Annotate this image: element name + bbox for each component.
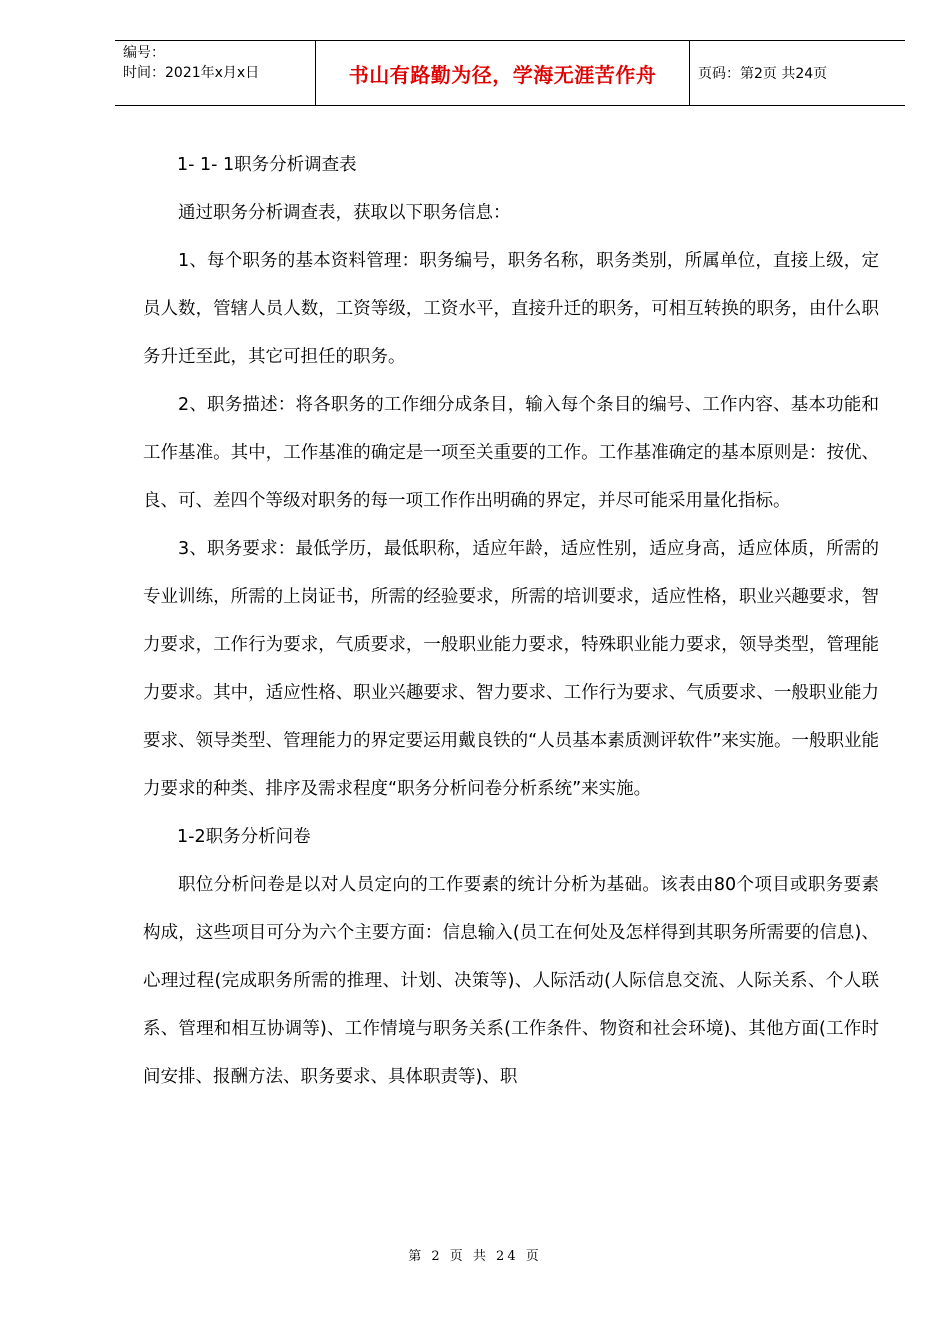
section-heading: 1- 1- 1职务分析调查表	[177, 155, 357, 175]
header-motto: 书山有路勤为径，学海无涯苦作舟	[348, 62, 657, 87]
header-page-label: 页码：第2页 共24页	[698, 66, 828, 82]
document-body	[143, 141, 879, 1101]
section-heading: 1-2职务分析问卷	[177, 827, 311, 847]
header-meta	[115, 41, 316, 105]
document-header	[115, 40, 905, 106]
body-paragraph: 通过职务分析调查表，获取以下职务信息：	[178, 203, 511, 223]
header-page-cell	[690, 41, 905, 105]
body-paragraph: 职位分析问卷是以对人员定向的工作要素的统计分析为基础。该表由80个项目或职务要素构成，这些项目可分为六个主要方面：信息输入(员工在何处及怎样得到其职务所需要的信息)、心理过程(完成职务所需的推理、计划、决策等)、人际活动(人际信息交流、人际关系、个人联系、管理和相互协调等)、工作情境与职务关系(工作条件、物资和社会环境)、其他方面(工作时间安排、报酬方法、职务要求、具体职责等)、职	[143, 875, 879, 1087]
body-paragraph: 1、每个职务的基本资料管理：职务编号，职务名称，职务类别，所属单位，直接上级，定员人数，管辖人员人数，工资等级，工资水平，直接升迁的职务，可相互转换的职务，由什么职务升迁至此，其它可担任的职务。	[143, 251, 879, 367]
doc-time-label: 时间：2021年x月x日	[123, 65, 260, 81]
header-motto-cell	[316, 41, 690, 105]
page-footer: 第 2 页 共 24 页	[408, 1249, 542, 1264]
body-paragraph: 3、职务要求：最低学历，最低职称，适应年龄，适应性别，适应身高，适应体质，所需的专业训练，所需的上岗证书，所需的经验要求，所需的培训要求，适应性格，职业兴趣要求，智力要求，工作行为要求，气质要求，一般职业能力要求，特殊职业能力要求，领导类型，管理能力要求。其中，适应性格、职业兴趣要求、智力要求、工作行为要求、气质要求、一般职业能力要求、领导类型、管理能力的界定要运用戴良铁的“人员基本素质测评软件”来实施。一般职业能力要求的种类、排序及需求程度“职务分析问卷分析系统”来实施。	[143, 539, 879, 799]
doc-number-label: 编号：	[123, 45, 165, 61]
body-paragraph: 2、职务描述：将各职务的工作细分成条目，输入每个条目的编号、工作内容、基本功能和工作基准。其中，工作基准的确定是一项至关重要的工作。工作基准确定的基本原则是：按优、良、可、差四个等级对职务的每一项工作作出明确的界定，并尽可能采用量化指标。	[143, 395, 879, 511]
